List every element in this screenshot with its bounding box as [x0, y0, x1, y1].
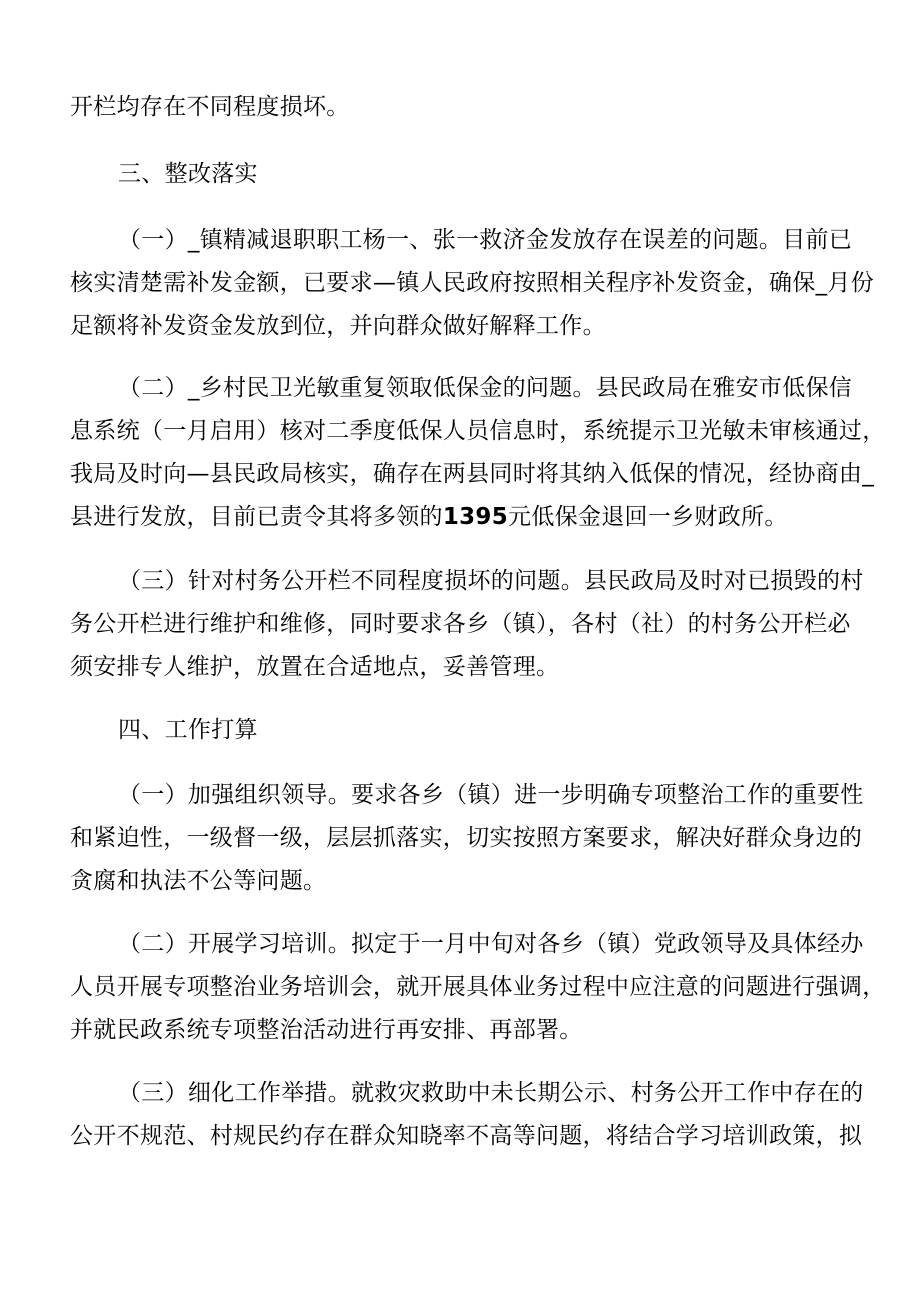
paragraph-line: 务公开栏进行维护和维修，同时要求各乡（镇），各村（社）的村务公开栏必	[70, 611, 851, 637]
paragraph-line: 并就民政系统专项整治活动进行再安排、再部署。	[70, 1017, 583, 1043]
paragraph-line: 和紧迫性，一级督一级，层层抓落实，切实按照方案要求，解决好群众身边的	[70, 825, 863, 851]
paragraph-line: 我局及时向—县民政局核实，确存在两县同时将其纳入低保的情况，经协商由_	[70, 461, 874, 487]
paragraph-line: （二）开展学习培训。拟定于一月中旬对各乡（镇）党政领导及具体经办	[118, 931, 864, 957]
paragraph-line: （三）针对村务公开栏不同程度损坏的问题。县民政局及时对已损毁的村	[118, 568, 864, 594]
paragraph-line: 须安排专人维护，放置在合适地点，妥善管理。	[70, 654, 560, 680]
line-text: 元低保金退回一乡财政所。	[508, 504, 788, 530]
paragraph-line	[70, 502, 788, 532]
section-heading: 三、整改落实	[118, 161, 258, 187]
paragraph-line: 贪腐和执法不公等问题。	[70, 868, 327, 894]
paragraph-line: （二）_乡村民卫光敏重复领取低保金的问题。县民政局在雅安市低保信	[118, 375, 853, 401]
paragraph-line: 息系统（一月启用）核对二季度低保人员信息时，系统提示卫光敏未审核通过，	[70, 418, 886, 444]
paragraph-line: 核实清楚需补发金额，已要求—镇人民政府按照相关程序补发资金，确保_月份	[70, 270, 874, 296]
line-text: 县进行发放，目前已责令其将多领的	[70, 504, 443, 530]
paragraph-line: （三）细化工作举措。就救灾救助中未长期公示、村务公开工作中存在的	[118, 1080, 864, 1106]
paragraph-line: 开栏均存在不同程度损坏。	[70, 94, 350, 120]
paragraph-line: 足额将补发资金发放到位，并向群众做好解释工作。	[70, 313, 606, 339]
paragraph-line: （一）_镇精减退职职工杨一、张一救济金发放存在误差的问题。目前已	[118, 227, 853, 253]
paragraph-line: 公开不规范、村规民约存在群众知晓率不高等问题，将结合学习培训政策，拟	[70, 1123, 863, 1149]
paragraph-line: （一）加强组织领导。要求各乡（镇）进一步明确专项整治工作的重要性	[118, 782, 864, 808]
amount-number: 1395	[442, 504, 509, 530]
section-heading: 四、工作打算	[118, 717, 258, 743]
paragraph-line: 人员开展专项整治业务培训会，就开展具体业务过程中应注意的问题进行强调，	[70, 974, 886, 1000]
